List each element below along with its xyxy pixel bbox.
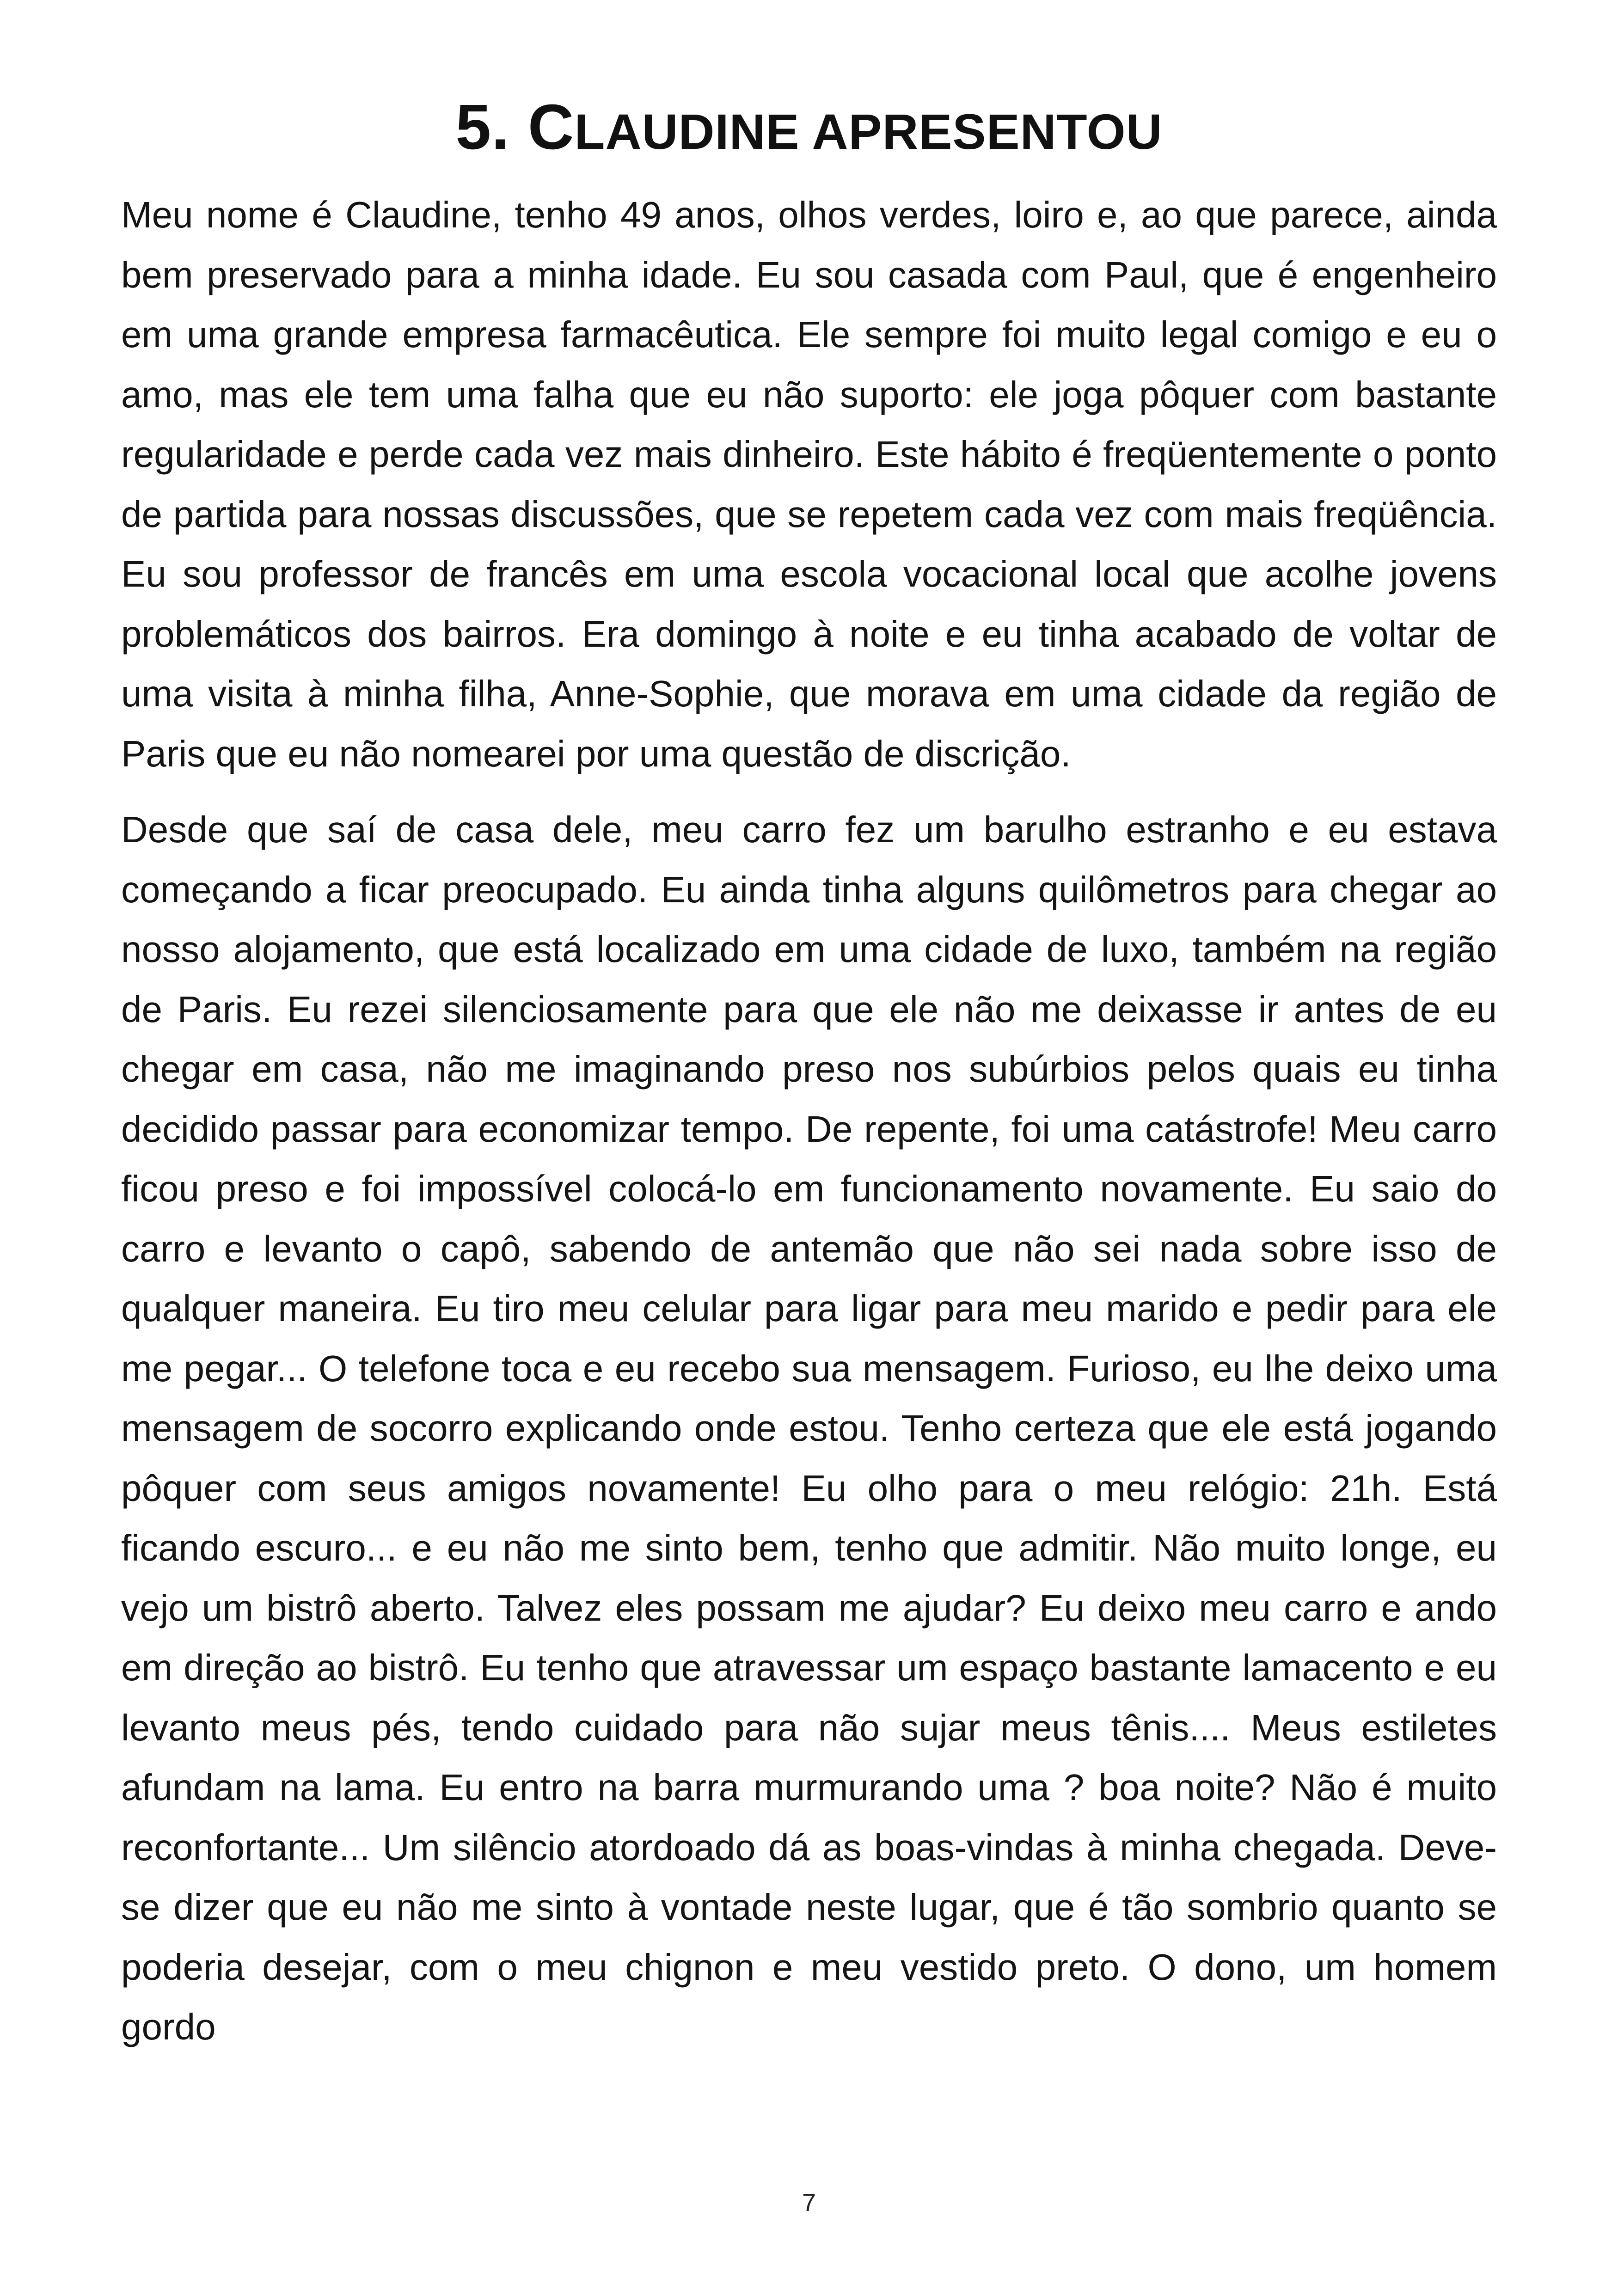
page-number: 7 <box>802 2189 816 2216</box>
paragraph-2: Desde que saí de casa dele, meu carro fez um barulho estranho e eu estava começando a ficar preocupado. Eu ainda tinha alguns quilômetros para chegar ao nosso alojamento, que está localizado em uma cidade de luxo, também na região de Paris. Eu rezei silenciosamente para que ele não me deixasse ir antes de eu chegar em casa, não me imaginando preso nos subúrbios pelos quais eu tinha decidido passar para economizar tempo. De repente, foi uma catástrofe! Meu carro ficou preso e foi impossível colocá-lo em funcionamento novamente. Eu saio do carro e levanto o capô, sabendo de antemão que não sei nada sobre isso de qualquer maneira. Eu tiro meu celular para ligar para meu marido e pedir para ele me pegar... O telefone toca e eu recebo sua mensagem. Furioso, eu lhe deixo uma mensagem de socorro explicando onde estou. Tenho certeza que ele está jogando pôquer com seus amigos novamente! Eu olho para o meu relógio: 21h. Está ficando escuro... e eu não me sinto bem, tenho que admitir. Não muito longe, eu vejo um bistrô aberto. Talvez eles possam me ajudar? Eu deixo meu carro e ando em direção ao bistrô. Eu tenho que atravessar um espaço bastante lamacento e eu levanto meus pés, tendo cuidado para não sujar meus tênis.... Meus estiletes afundam na lama. Eu entro na barra murmurando uma ? boa noite? Não é muito reconfortante... Um silêncio atordoado dá as boas-vindas à minha chegada. Deve-se dizer que eu não me sinto à vontade neste lugar, que é tão sombrio quanto se poderia desejar, com o meu chignon e meu vestido preto. O dono, um homem gordo <box>121 809 1497 2047</box>
paragraph-1: Meu nome é Claudine, tenho 49 anos, olhos verdes, loiro e, ao que parece, ainda bem preservado para a minha idade. Eu sou casada com Paul, que é engenheiro em uma grande empresa farmacêutica. Ele sempre foi muito legal comigo e eu o amo, mas ele tem uma falha que eu não suporto: ele joga pôquer com bastante regularidade e perde cada vez mais dinheiro. Este hábito é freqüentemente o ponto de partida para nossas discussões, que se repetem cada vez com mais freqüência. Eu sou professor de francês em uma escola vocacional local que acolhe jovens problemáticos dos bairros. Era domingo à noite e eu tinha acabado de voltar de uma visita à minha filha, Anne-Sophie, que morava em uma cidade da região de Paris que eu não nomearei por uma questão de discrição. <box>121 194 1497 774</box>
chapter-number: 5. <box>455 92 510 163</box>
chapter-title-initial: C <box>527 92 575 163</box>
chapter-title-rest: LAUDINE APRESENTOU <box>574 104 1163 159</box>
chapter-title <box>0 88 1618 171</box>
chapter-body <box>121 185 1497 2057</box>
